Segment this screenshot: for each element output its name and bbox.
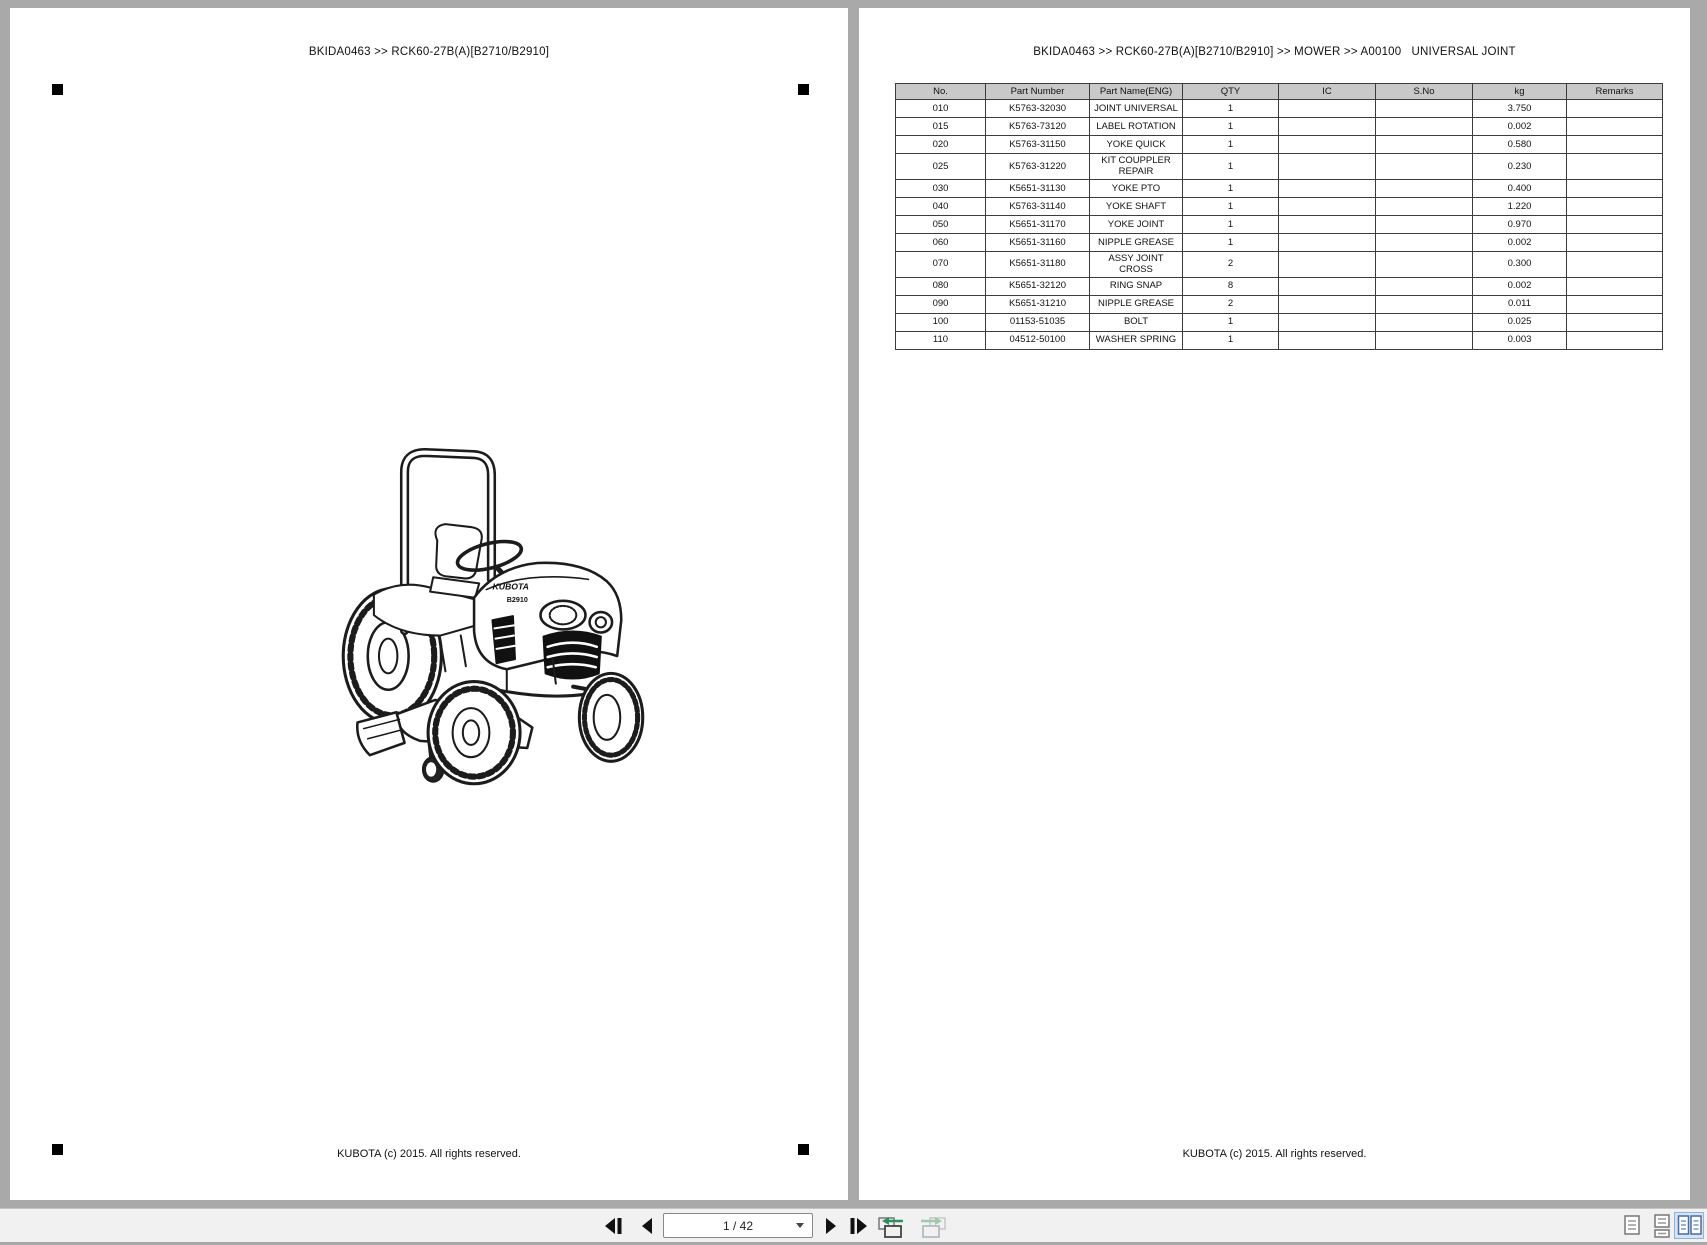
table-row xyxy=(896,100,1663,118)
table-cell: K5651-31210 xyxy=(986,295,1090,313)
table-cell: K5763-31150 xyxy=(986,136,1090,154)
table-row xyxy=(896,154,1663,180)
table-cell: LABEL ROTATION xyxy=(1090,118,1183,136)
jump-forward-icon xyxy=(918,1214,948,1240)
table-cell: 1.220 xyxy=(1473,197,1567,215)
table-cell: K5651-31160 xyxy=(986,233,1090,251)
table-cell xyxy=(1279,100,1376,118)
table-cell: 010 xyxy=(896,100,986,118)
column-header: No. xyxy=(896,84,986,100)
registration-mark xyxy=(798,84,809,95)
table-cell: 015 xyxy=(896,118,986,136)
table-row xyxy=(896,179,1663,197)
table-cell: 0.002 xyxy=(1473,277,1567,295)
breadcrumb-right: BKIDA0463 >> RCK60-27B(A)[B2710/B2910] >> MOWER >> A00100 UNIVERSAL JOINT xyxy=(1033,46,1516,58)
table-cell: YOKE QUICK xyxy=(1090,136,1183,154)
table-cell xyxy=(1567,154,1663,180)
table-cell: 0.230 xyxy=(1473,154,1567,180)
table-cell: 1 xyxy=(1183,118,1279,136)
table-cell: 020 xyxy=(896,136,986,154)
table-cell xyxy=(1567,251,1663,277)
table-cell xyxy=(1567,331,1663,349)
table-cell: K5763-31220 xyxy=(986,154,1090,180)
table-cell xyxy=(1279,215,1376,233)
continuous-layout-button[interactable] xyxy=(1650,1214,1674,1238)
table-cell xyxy=(1279,136,1376,154)
table-cell xyxy=(1567,118,1663,136)
table-cell: JOINT UNIVERSAL xyxy=(1090,100,1183,118)
table-cell xyxy=(1376,277,1473,295)
copyright-right: KUBOTA (c) 2015. All rights reserved. xyxy=(1182,1148,1367,1160)
table-cell xyxy=(1279,295,1376,313)
table-row xyxy=(896,313,1663,331)
next-page-button[interactable] xyxy=(818,1214,842,1238)
table-cell: 01153-51035 xyxy=(986,313,1090,331)
table-cell: NIPPLE GREASE xyxy=(1090,233,1183,251)
table-cell xyxy=(1376,118,1473,136)
table-cell: 0.300 xyxy=(1473,251,1567,277)
table-cell: 1 xyxy=(1183,197,1279,215)
table-cell xyxy=(1567,215,1663,233)
column-header: Remarks xyxy=(1567,84,1663,100)
table-row xyxy=(896,295,1663,313)
table-cell: 080 xyxy=(896,277,986,295)
table-cell: K5651-31170 xyxy=(986,215,1090,233)
table-cell: 0.400 xyxy=(1473,179,1567,197)
table-cell xyxy=(1376,179,1473,197)
table-cell: 1 xyxy=(1183,215,1279,233)
previous-page-button[interactable] xyxy=(636,1214,660,1238)
table-row xyxy=(896,233,1663,251)
column-header: S.No xyxy=(1376,84,1473,100)
table-cell xyxy=(1376,313,1473,331)
jump-back-button[interactable] xyxy=(876,1214,906,1238)
page-indicator: 1 / 42 xyxy=(722,1218,754,1233)
next-page-icon xyxy=(818,1214,842,1238)
table-row xyxy=(896,197,1663,215)
table-cell: 1 xyxy=(1183,136,1279,154)
table-cell xyxy=(1567,313,1663,331)
table-cell xyxy=(1567,136,1663,154)
table-cell: 2 xyxy=(1183,295,1279,313)
table-cell: RING SNAP xyxy=(1090,277,1183,295)
table-cell xyxy=(1376,197,1473,215)
table-cell: 1 xyxy=(1183,100,1279,118)
table-cell xyxy=(1279,251,1376,277)
facing-pages-layout-icon xyxy=(1676,1213,1704,1238)
table-row xyxy=(896,331,1663,349)
table-cell: 100 xyxy=(896,313,986,331)
document-page-right xyxy=(859,8,1690,1200)
table-cell: 090 xyxy=(896,295,986,313)
table-cell: 0.025 xyxy=(1473,313,1567,331)
table-cell: 1 xyxy=(1183,154,1279,180)
table-cell: 060 xyxy=(896,233,986,251)
table-cell: 050 xyxy=(896,215,986,233)
table-cell xyxy=(1376,100,1473,118)
first-page-button[interactable] xyxy=(602,1214,626,1238)
tractor-line-art-svg xyxy=(328,426,706,794)
table-header-row xyxy=(896,84,1663,100)
table-cell: 040 xyxy=(896,197,986,215)
table-row xyxy=(896,277,1663,295)
table-cell: K5763-31140 xyxy=(986,197,1090,215)
table-cell: K5763-73120 xyxy=(986,118,1090,136)
table-cell: 070 xyxy=(896,251,986,277)
single-page-layout-icon xyxy=(1620,1214,1644,1238)
table-cell: 04512-50100 xyxy=(986,331,1090,349)
table-row xyxy=(896,215,1663,233)
table-cell: 0.003 xyxy=(1473,331,1567,349)
table-cell: KIT COUPPLER REPAIR xyxy=(1090,154,1183,180)
page-number-combobox[interactable] xyxy=(663,1213,813,1238)
column-header: IC xyxy=(1279,84,1376,100)
table-cell: K5651-31180 xyxy=(986,251,1090,277)
table-cell xyxy=(1376,136,1473,154)
table-cell xyxy=(1567,197,1663,215)
copyright-left: KUBOTA (c) 2015. All rights reserved. xyxy=(337,1148,521,1160)
table-cell xyxy=(1376,154,1473,180)
viewer-toolbar xyxy=(0,1208,1707,1242)
table-cell: WASHER SPRING xyxy=(1090,331,1183,349)
table-cell xyxy=(1567,179,1663,197)
table-cell: 0.970 xyxy=(1473,215,1567,233)
table-cell xyxy=(1279,179,1376,197)
last-page-button[interactable] xyxy=(846,1214,870,1238)
table-cell xyxy=(1376,331,1473,349)
single-page-layout-button[interactable] xyxy=(1620,1214,1644,1238)
table-cell: YOKE SHAFT xyxy=(1090,197,1183,215)
jump-forward-button[interactable] xyxy=(918,1214,948,1238)
table-cell: 025 xyxy=(896,154,986,180)
table-cell: 0.580 xyxy=(1473,136,1567,154)
table-cell: 0.011 xyxy=(1473,295,1567,313)
tractor-model-decal: B2910 xyxy=(506,595,528,604)
table-cell: 8 xyxy=(1183,277,1279,295)
tractor-illustration xyxy=(328,426,706,794)
table-cell: 2 xyxy=(1183,251,1279,277)
table-cell: ASSY JOINT CROSS xyxy=(1090,251,1183,277)
table-cell: 0.002 xyxy=(1473,118,1567,136)
table-cell: NIPPLE GREASE xyxy=(1090,295,1183,313)
table-cell: 1 xyxy=(1183,233,1279,251)
table-cell: 0.002 xyxy=(1473,233,1567,251)
table-cell xyxy=(1279,197,1376,215)
last-page-icon xyxy=(846,1214,870,1238)
table-cell: 1 xyxy=(1183,331,1279,349)
table-cell xyxy=(1567,233,1663,251)
table-cell: 3.750 xyxy=(1473,100,1567,118)
table-cell: YOKE PTO xyxy=(1090,179,1183,197)
table-cell xyxy=(1376,251,1473,277)
table-cell: K5651-32120 xyxy=(986,277,1090,295)
registration-mark xyxy=(52,84,63,95)
table-cell xyxy=(1567,277,1663,295)
parts-table xyxy=(895,83,1663,350)
table-cell xyxy=(1279,313,1376,331)
table-cell xyxy=(1279,154,1376,180)
table-row xyxy=(896,136,1663,154)
table-row xyxy=(896,251,1663,277)
tractor-brand-decal: KUBOTA xyxy=(492,581,529,592)
column-header: Part Name(ENG) xyxy=(1090,84,1183,100)
table-cell xyxy=(1279,277,1376,295)
table-cell xyxy=(1279,331,1376,349)
breadcrumb-left: BKIDA0463 >> RCK60-27B(A)[B2710/B2910] xyxy=(308,46,550,58)
document-page-left xyxy=(10,8,848,1200)
facing-pages-layout-button[interactable] xyxy=(1674,1212,1704,1239)
table-cell xyxy=(1279,118,1376,136)
continuous-layout-icon xyxy=(1650,1214,1674,1238)
column-header: QTY xyxy=(1183,84,1279,100)
table-cell: K5763-32030 xyxy=(986,100,1090,118)
table-row xyxy=(896,118,1663,136)
table-cell: YOKE JOINT xyxy=(1090,215,1183,233)
table-cell xyxy=(1567,100,1663,118)
jump-back-icon xyxy=(876,1214,906,1240)
table-cell: 030 xyxy=(896,179,986,197)
table-cell xyxy=(1376,295,1473,313)
table-cell xyxy=(1567,295,1663,313)
chevron-down-icon xyxy=(796,1223,804,1228)
previous-page-icon xyxy=(636,1214,660,1238)
table-cell: 1 xyxy=(1183,179,1279,197)
first-page-icon xyxy=(602,1214,626,1238)
table-cell xyxy=(1376,215,1473,233)
table-cell: BOLT xyxy=(1090,313,1183,331)
column-header: kg xyxy=(1473,84,1567,100)
table-cell xyxy=(1279,233,1376,251)
table-cell: 1 xyxy=(1183,313,1279,331)
column-header: Part Number xyxy=(986,84,1090,100)
table-cell: K5651-31130 xyxy=(986,179,1090,197)
table-cell xyxy=(1376,233,1473,251)
table-cell: 110 xyxy=(896,331,986,349)
